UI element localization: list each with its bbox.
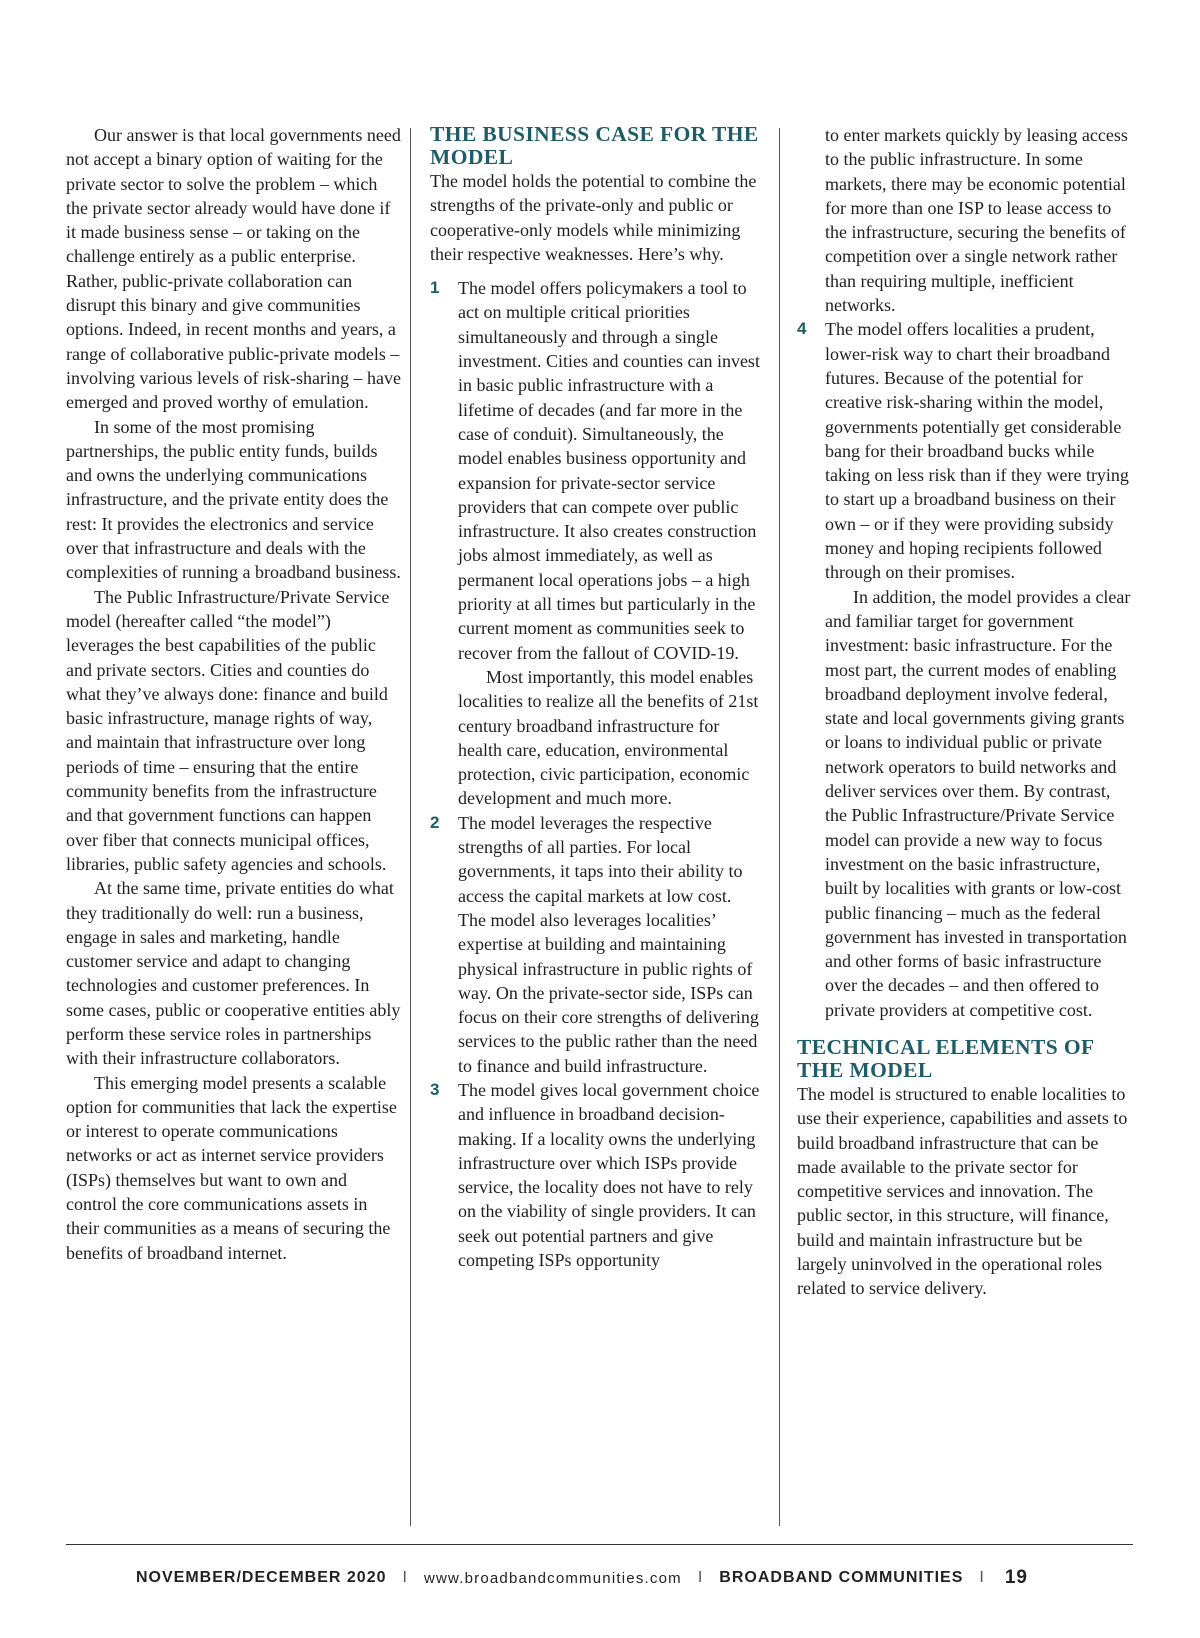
paragraph: The model gives local government choice and influence in broadband decision-making. If a locality owns the underlying infrastructure over which ISPs provide service, the locality does not have to rely on the viability of single providers. It can seek out potential partners and give competing ISPs opportunity	[458, 1079, 760, 1271]
separator: I	[979, 1569, 985, 1586]
publication-name: BROADBAND COMMUNITIES	[719, 1569, 964, 1586]
paragraph: Most importantly, this model enables localities to realize all the benefits of 21st century broadband infrastructure for health care, education, environmental protection, civic participation, economic development and much more.	[458, 666, 759, 809]
paragraph: In some of the most promising partnerships, the public entity funds, builds and owns the underlying communications infrastructure, and the private entity does the rest: It provides the electronics and service over that infrastructure and deals with the complexities of running a broadband business.	[66, 416, 401, 583]
paragraph: The Public Infrastructure/Private Service model (hereafter called “the model”) leverages the best capabilities of the public and private sectors. Cities and counties do what they’ve always done: finance and build basic infrastructure, manage rights of way, and maintain that infrastructure over long periods of time – ensuring that the entire community benefits from the infrastructure and that government functions can happen over fiber that connects municipal offices, libraries, public safety agencies and schools.	[66, 586, 390, 874]
footer-rule	[66, 1544, 1133, 1545]
list-number: 1	[430, 278, 440, 298]
list-number: 3	[430, 1079, 440, 1099]
paragraph: The model offers policymakers a tool to act on multiple critical priorities simultaneously and through a single investment. Cities and counties can invest in basic public infrastructure with a lifetime of decades (and far more in the case of conduit). Simultaneously, the model enables business opportunity and expansion for private-sector service providers that can compete over public infrastructure. It also creates construction jobs almost immediately, as well as permanent local operations jobs – a high priority at all times but particularly in the current moment as communities seek to recover from the fallout of COVID-19.	[458, 278, 760, 663]
list-number: 2	[430, 812, 440, 832]
column-divider	[779, 128, 780, 1526]
paragraph: The model is structured to enable localities to use their experience, capabilities and assets to build broadband infrastructure that can be made available to the private sector for competitive services and innovation. The public sector, in this structure, will finance, build and maintain infrastructure but be largely uninvolved in the operational roles related to service delivery.	[797, 1083, 1128, 1299]
list-item	[430, 1078, 760, 1272]
paragraph: This emerging model presents a scalable option for communities that lack the expertise or interest to operate communications networks or act as internet service providers (ISPs) themselves but want to own and control the core communications assets in their communities as a means of securing the benefits of broadband internet.	[66, 1072, 397, 1263]
separator: I	[402, 1569, 408, 1586]
list-item	[797, 317, 1133, 1022]
paragraph: The model offers localities a prudent, lower-risk way to chart their broadband futures. Because of the potential for creative risk-sharing within the model, governments potentially get considerable bang for their broadband bucks while taking on less risk than if they were trying to start up a broadband business on their own – or if they were providing subsidy money and hoping recipients followed through on their promises.	[825, 319, 1129, 583]
list-item-continued	[797, 123, 1133, 317]
page-number: 19	[1004, 1567, 1028, 1588]
paragraph: The model leverages the respective strengths of all parties. For local governments, it taps into their ability to access the capital markets at low cost. The model also leverages localities’ expertise at building and maintaining physical infrastructure in public rights of way. On the private-sector side, ISPs can focus on their core strengths of delivering services to the public rather than the need to finance and build infrastructure.	[458, 812, 759, 1076]
column-3	[797, 123, 1133, 1301]
list-item	[430, 276, 760, 811]
paragraph: Our answer is that local governments need not accept a binary option of waiting for the private sector to solve the problem – which the private sector already would have done if it made business sense – or taking on the challenge entirely as a public enterprise. Rather, public-private collaboration can disrupt this binary and give communities options. Indeed, in recent months and years, a range of collaborative public-private models – involving various levels of risk-sharing – have emerged and proved worthy of emulation.	[66, 125, 401, 413]
section-heading: THE BUSINESS CASE FOR THE MODEL	[430, 123, 759, 169]
column-2	[430, 123, 760, 1272]
paragraph: The model holds the potential to combine the strengths of the private-only and public or cooperative-only models while minimizing their respective weaknesses. Here’s why.	[430, 171, 757, 264]
list-number: 4	[797, 319, 807, 339]
column-divider	[410, 128, 411, 1526]
paragraph: At the same time, private entities do what they traditionally do well: run a business, engage in sales and marketing, handle customer service and adapt to changing technologies and customer preferences. In some cases, public or cooperative entities ably perform these service roles in partnerships with their infrastructure collaborators.	[66, 878, 401, 1069]
separator: I	[697, 1569, 704, 1586]
paragraph: In addition, the model provides a clear and familiar target for government investment: basic infrastructure. For the most part, the current modes of enabling broadband deployment involve federal, state and local governments giving grants or loans to individual public or private network operators to build networks and deliver services over them. By contrast, the Public Infrastructure/Private Service model can provide a new way to focus investment on the basic infrastructure, built by localities with grants or low-cost public financing – much as the federal government has invested in transportation and other forms of basic infrastructure over the decades – and then offered to private providers at competitive cost.	[825, 586, 1131, 1020]
website-link[interactable]: www.broadbandcommunities.com	[423, 1569, 682, 1587]
issue-date: NOVEMBER/DECEMBER 2020	[136, 1569, 387, 1586]
section-heading: TECHNICAL ELEMENTS OF THE MODEL	[797, 1034, 1094, 1082]
page-footer	[136, 1567, 1134, 1589]
list-item	[430, 811, 760, 1078]
paragraph: to enter markets quickly by leasing access to the public infrastructure. In some markets, there may be economic potential for more than one ISP to lease access to the infrastructure, securing the benefits of competition over a single network rather than requiring multiple, inefficient networks.	[825, 125, 1128, 316]
column-1	[66, 123, 402, 1265]
